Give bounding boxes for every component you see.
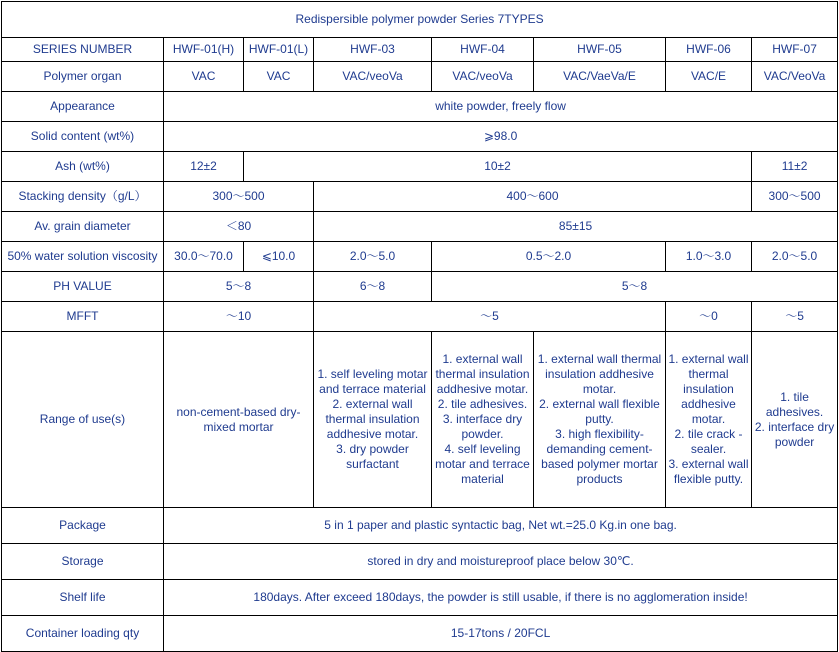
package-label: Package: [2, 508, 164, 544]
series-label: SERIES NUMBER: [2, 38, 164, 62]
range-item: 1. tile adhesives.: [765, 389, 824, 419]
grain-row: [2, 212, 838, 242]
grain-value-shared: 85±15: [314, 212, 838, 242]
range-item: 1. external wall thermal insulation addhesive motar.: [435, 352, 530, 396]
table-title: Redispersible polymer powder Series 7TYPES: [2, 2, 838, 38]
mfft-value-shared: ～5: [314, 302, 666, 332]
range-item: 2. interface dry powder: [754, 419, 835, 449]
ph-value-hwf-03: 6～8: [314, 272, 432, 302]
ash-value-hwf-01h: 12±2: [164, 152, 244, 182]
shelf-life-value: 180days. After exceed 180days, the powder is still usable, if there is no agglomeration inside!: [164, 580, 838, 616]
viscosity-value-hwf-03: 2.0～5.0: [314, 242, 432, 272]
polymer-value: VAC/VaeVa/E: [534, 62, 666, 92]
range-item: 3. dry powder surfactant: [336, 442, 409, 471]
range-item: 3. interface dry powder.: [442, 412, 523, 441]
shelf-life-label: Shelf life: [2, 580, 164, 616]
package-value: 5 in 1 paper and plastic syntactic bag, Net wt.=25.0 Kg.in one bag.: [164, 508, 838, 544]
viscosity-row: [2, 242, 838, 272]
density-value-hwf-01: 300～500: [164, 182, 314, 212]
series-row: [2, 38, 838, 62]
polymer-value: VAC/veoVa: [432, 62, 534, 92]
appearance-label: Appearance: [2, 92, 164, 122]
solid-content-value: ⩾98.0: [164, 122, 838, 152]
mfft-value-hwf-07: ～5: [752, 302, 838, 332]
range-item: 3. high flexibility-demanding cement-based polymer mortar products: [541, 427, 658, 486]
density-row: [2, 182, 838, 212]
polymer-value: VAC/VeoVa: [752, 62, 838, 92]
ash-row: [2, 152, 838, 182]
viscosity-value-hwf-07: 2.0～5.0: [752, 242, 838, 272]
mfft-value-hwf-01: ～10: [164, 302, 314, 332]
solid-content-label: Solid content (wt%): [2, 122, 164, 152]
range-item: 4. self leveling motar and terrace material: [435, 442, 530, 486]
ash-value-shared: 10±2: [244, 152, 752, 182]
range-item: 1. external wall thermal insulation addhesive motar.: [668, 352, 749, 426]
polymer-label: Polymer organ: [2, 62, 164, 92]
range-hwf-06: [666, 332, 752, 508]
viscosity-value-hwf-01h: 30.0～70.0: [164, 242, 244, 272]
series-hwf-03: HWF-03: [314, 38, 432, 62]
range-item: 2. external wall thermal insulation addhesive motar.: [325, 397, 420, 441]
appearance-row: [2, 92, 838, 122]
viscosity-label: 50% water solution viscosity: [2, 242, 164, 272]
grain-label: Av. grain diameter: [2, 212, 164, 242]
viscosity-value-hwf-06: 1.0～3.0: [666, 242, 752, 272]
ph-value-hwf-01: 5～8: [164, 272, 314, 302]
ph-label: PH VALUE: [2, 272, 164, 302]
ash-label: Ash (wt%): [2, 152, 164, 182]
polymer-value: VAC/E: [666, 62, 752, 92]
range-hwf-05: [534, 332, 666, 508]
series-hwf-01l: HWF-01(L): [244, 38, 314, 62]
range-hwf-01: non-cement-based dry-mixed mortar: [164, 332, 314, 508]
range-item: 1. self leveling motar and terrace material: [317, 367, 428, 396]
density-label: Stacking density（g/L）: [2, 182, 164, 212]
polymer-row: [2, 62, 838, 92]
range-item: 2. external wall flexible putty.: [539, 397, 660, 426]
range-item: 2. tile adhesives.: [437, 397, 528, 411]
ash-value-hwf-07: 11±2: [752, 152, 838, 182]
range-row: [2, 332, 838, 508]
solid-content-row: [2, 122, 838, 152]
density-value-shared: 400～600: [314, 182, 752, 212]
mfft-value-hwf-06: ～0: [666, 302, 752, 332]
storage-row: [2, 544, 838, 580]
range-item: 2. tile crack - sealer.: [674, 427, 743, 456]
polymer-value: VAC: [164, 62, 244, 92]
series-hwf-07: HWF-07: [752, 38, 838, 62]
polymer-value: VAC/veoVa: [314, 62, 432, 92]
spec-table: [1, 1, 838, 652]
appearance-value: white powder, freely flow: [164, 92, 838, 122]
title-row: [2, 2, 838, 38]
range-item: 3. external wall flexible putty.: [668, 457, 749, 486]
range-hwf-03: [314, 332, 432, 508]
polymer-value: VAC: [244, 62, 314, 92]
density-value-hwf-07: 300～500: [752, 182, 838, 212]
series-hwf-06: HWF-06: [666, 38, 752, 62]
series-hwf-05: HWF-05: [534, 38, 666, 62]
ph-value-shared: 5～8: [432, 272, 838, 302]
shelf-life-row: [2, 580, 838, 616]
range-hwf-04: [432, 332, 534, 508]
series-hwf-04: HWF-04: [432, 38, 534, 62]
storage-label: Storage: [2, 544, 164, 580]
container-row: [2, 616, 838, 652]
viscosity-value-hwf-01l: ⩽10.0: [244, 242, 314, 272]
range-label: Range of use(s): [2, 332, 164, 508]
series-hwf-01h: HWF-01(H): [164, 38, 244, 62]
mfft-label: MFFT: [2, 302, 164, 332]
storage-value: stored in dry and moistureproof place below 30℃.: [164, 544, 838, 580]
viscosity-value-hwf-04-05: 0.5～2.0: [432, 242, 666, 272]
package-row: [2, 508, 838, 544]
container-value: 15-17tons / 20FCL: [164, 616, 838, 652]
mfft-row: [2, 302, 838, 332]
container-label: Container loading qty: [2, 616, 164, 652]
grain-value-hwf-01: ＜80: [164, 212, 314, 242]
range-item: 1. external wall thermal insulation addhesive motar.: [537, 352, 662, 396]
ph-row: [2, 272, 838, 302]
range-hwf-07: [752, 332, 838, 508]
